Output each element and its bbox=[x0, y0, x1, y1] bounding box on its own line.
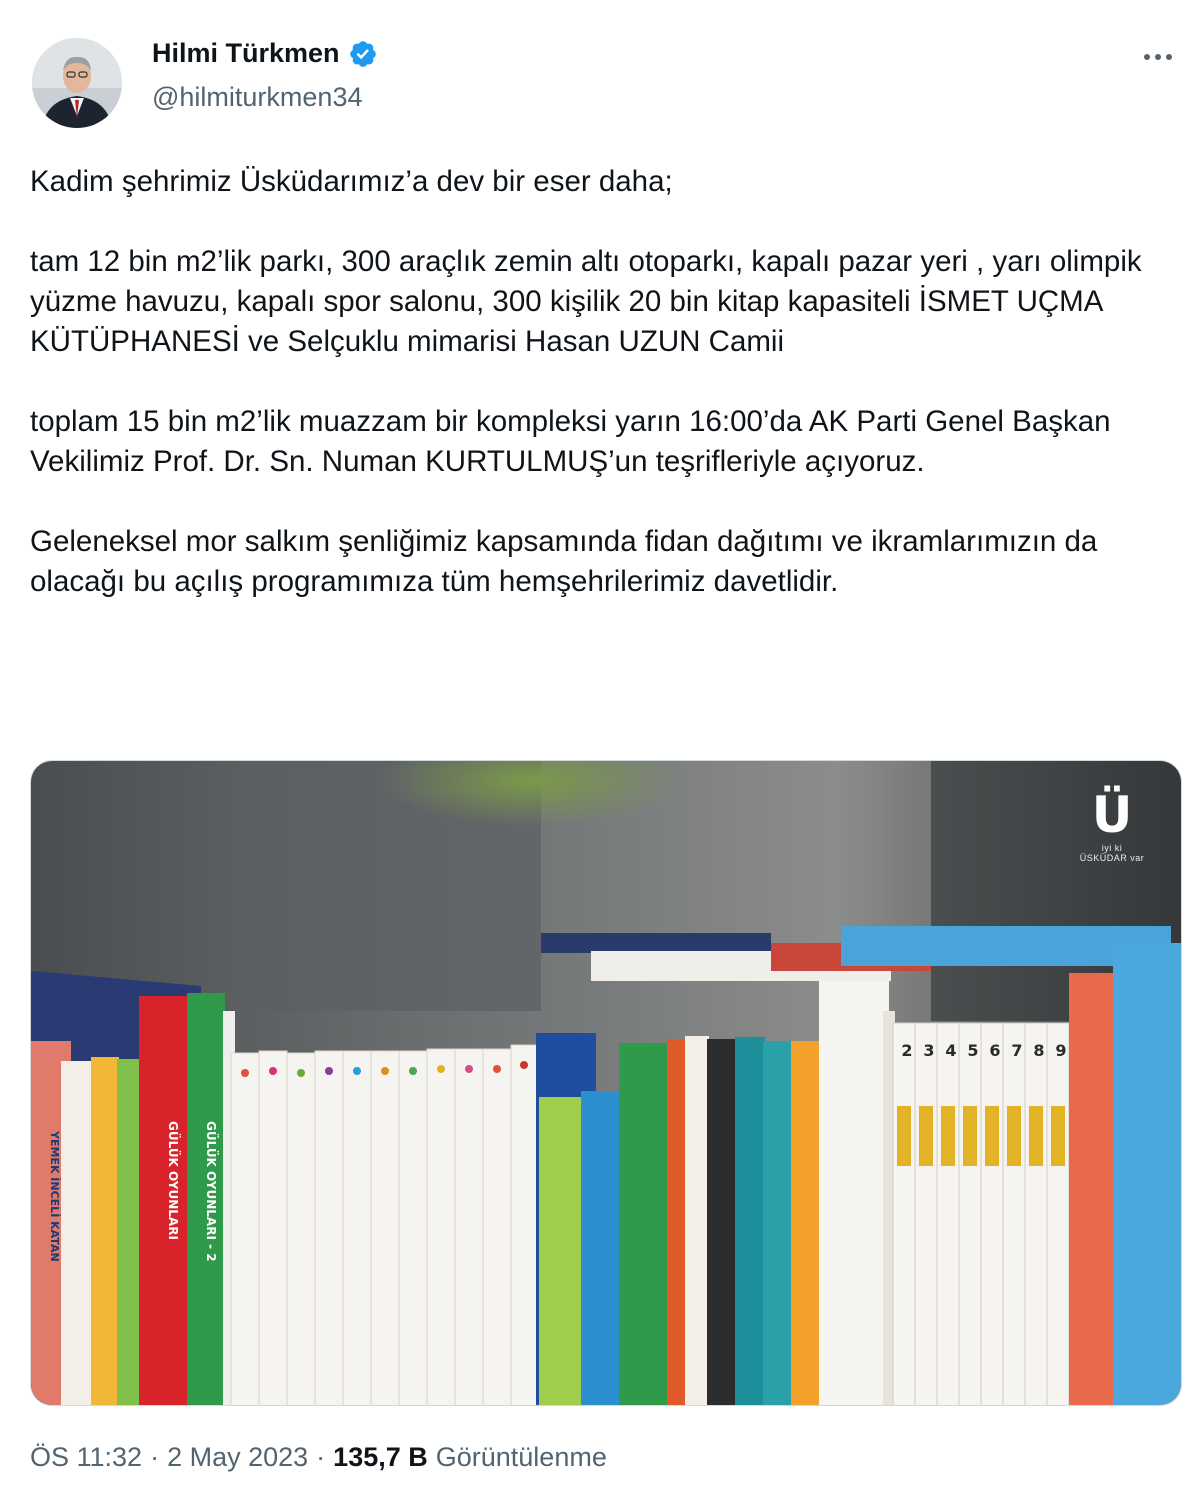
tweet-paragraph-4: Geleneksel mor salkım şenliğimiz kapsamında fidan dağıtımı ve ikramlarımızın da olacağı bu açılış programımıza tüm hemşehrilerimiz davetlidir. bbox=[30, 525, 1098, 598]
tweet-time[interactable]: ÖS 11:32 bbox=[30, 1442, 143, 1472]
book-number: 4 bbox=[945, 1041, 957, 1060]
svg-text:GÜLÜK OYUNLARI - 2: GÜLÜK OYUNLARI - 2 bbox=[204, 1121, 218, 1262]
views-count[interactable]: 135,7 B bbox=[333, 1442, 428, 1472]
more-options-icon[interactable] bbox=[1138, 44, 1178, 70]
author-handle[interactable]: @hilmiturkmen34 bbox=[152, 82, 363, 112]
bookshelf-photo bbox=[31, 761, 1182, 1406]
book-number: 5 bbox=[967, 1041, 979, 1060]
svg-text:GÜLÜK OYUNLARI: GÜLÜK OYUNLARI bbox=[166, 1121, 180, 1240]
book-number: 8 bbox=[1033, 1041, 1045, 1060]
author-avatar[interactable] bbox=[32, 38, 122, 128]
tweet-text bbox=[30, 162, 1180, 602]
book-number: 9 bbox=[1055, 1041, 1067, 1060]
separator-dot: · bbox=[150, 1442, 160, 1472]
svg-text:YEMEK İNCELİ KATAN: YEMEK İNCELİ KATAN bbox=[48, 1131, 61, 1262]
tweet-paragraph-1: Kadim şehrimiz Üsküdarımız’a dev bir eser daha; bbox=[30, 165, 673, 198]
verified-badge-icon[interactable] bbox=[348, 39, 378, 69]
logo-subtitle: iyi ki ÜSKÜDAR var bbox=[1079, 843, 1145, 863]
author-display-name[interactable]: Hilmi Türkmen bbox=[152, 38, 340, 68]
logo-mark: Ü bbox=[1091, 786, 1133, 844]
tweet-paragraph-2: tam 12 bin m2’lik parkı, 300 araçlık zemin altı otoparkı, kapalı pazar yeri , yarı olimpik yüzme havuzu, kapalı spor salonu, 300 kişilik 20 bin kitap kapasiteli İSMET UÇMA KÜTÜPHANESİ ve Selçuklu mimarisi Hasan UZUN Camii bbox=[30, 245, 1142, 358]
views-label: Görüntülenme bbox=[435, 1442, 607, 1472]
book-number: 3 bbox=[923, 1041, 935, 1060]
tweet-photo[interactable] bbox=[30, 760, 1182, 1406]
tweet-date[interactable]: 2 May 2023 bbox=[167, 1442, 309, 1472]
book-number: 6 bbox=[989, 1041, 1001, 1060]
book-number: 2 bbox=[901, 1041, 913, 1060]
author-name-row bbox=[152, 38, 378, 69]
uskudar-logo bbox=[1077, 787, 1147, 863]
book-number: 7 bbox=[1011, 1041, 1023, 1060]
separator-dot: · bbox=[316, 1442, 326, 1472]
tweet-meta bbox=[30, 1442, 607, 1473]
tweet-paragraph-3: toplam 15 bin m2’lik muazzam bir kompleksi yarın 16:00’da AK Parti Genel Başkan Vekilimiz Prof. Dr. Sn. Numan KURTULMUŞ’un teşrifleriyle açıyoruz. bbox=[30, 405, 1111, 478]
avatar-image bbox=[32, 38, 122, 128]
book-numbers bbox=[896, 1041, 1076, 1060]
